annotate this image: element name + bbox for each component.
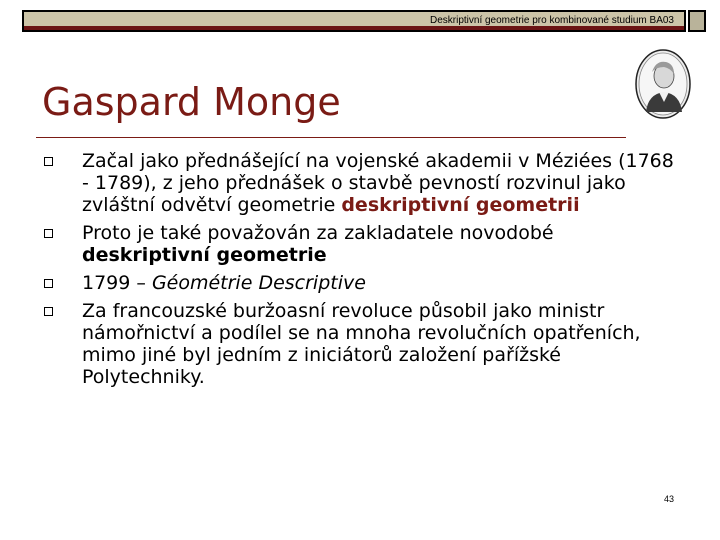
bullet-emphasis: deskriptivní geometrie — [82, 244, 327, 266]
bullet-square-icon — [44, 157, 53, 166]
header-text: Deskriptivní geometrie pro kombinované studium BA03 — [429, 15, 674, 26]
bullet-list — [44, 150, 684, 394]
bullet-text: Za francouzské buržoasní revoluce působil jako ministr námořnictví a podílel se na mnoha revolučních opatřeních, mimo jiné byl jedním z iniciátorů založení pařížské Polytechniky. — [82, 300, 641, 388]
bullet-item — [44, 300, 684, 388]
bullet-text: Začal jako přednášející na vojenské akademii v Méziées (1768 - 1789), z jeho přednášek o stavbě pevností rozvinul jako zvláštní odvětví geometrie — [82, 150, 674, 216]
bullet-emphasis: Géométrie Descriptive — [151, 272, 366, 294]
bullet-emphasis: deskriptivní geometrii — [341, 194, 580, 216]
header-bar — [22, 10, 686, 32]
header-left-block — [6, 10, 22, 32]
page-number: 43 — [664, 494, 675, 504]
bullet-square-icon — [44, 279, 53, 288]
bullet-item — [44, 150, 684, 216]
slide-title: Gaspard Monge — [42, 80, 341, 124]
bullet-square-icon — [44, 229, 53, 238]
bullet-item — [44, 272, 684, 294]
title-underline — [36, 137, 626, 138]
portrait-icon — [634, 48, 692, 120]
header-strip — [24, 26, 684, 30]
bullet-text: 1799 – — [82, 272, 152, 294]
bullet-item — [44, 222, 684, 266]
bullet-text: Proto je také považován za zakladatele novodobé — [82, 222, 554, 244]
bullet-square-icon — [44, 307, 53, 316]
header-square — [688, 10, 706, 32]
